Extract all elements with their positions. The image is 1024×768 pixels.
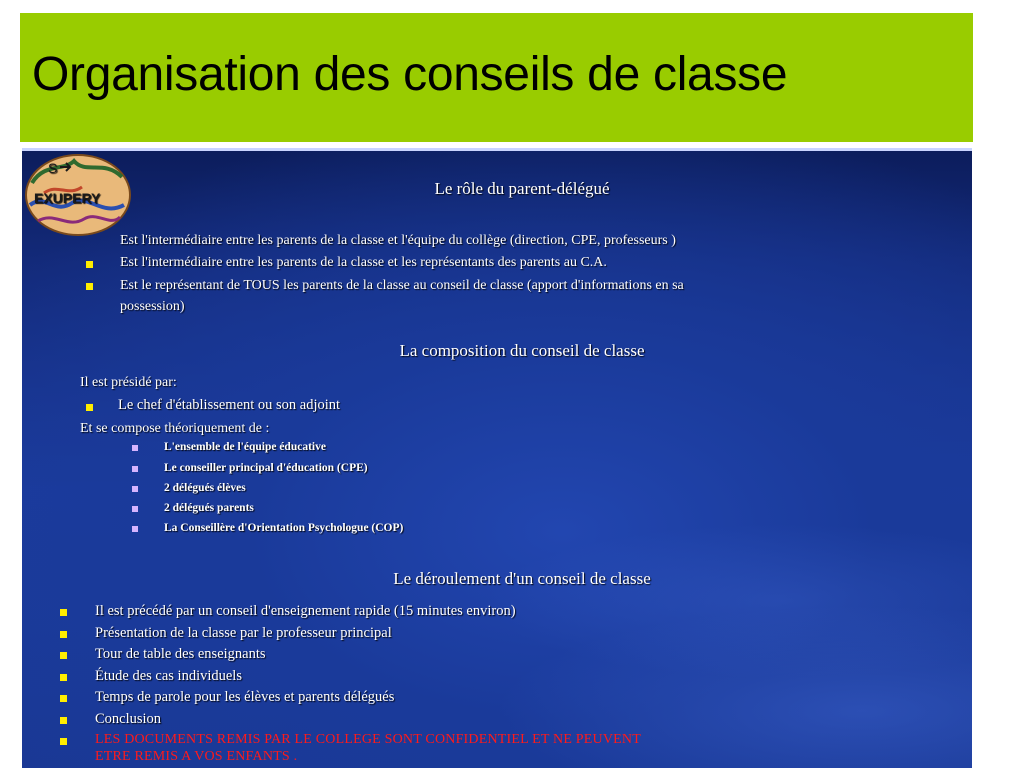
slide-title: Organisation des conseils de classe [32,48,788,101]
member-item-1: L'ensemble de l'équipe éducative [164,441,326,453]
confidential-warning: LES DOCUMENTS REMIS PAR LE COLLEGE SONT CONFIDENTIEL ET NE PEUVENT [95,732,641,747]
bullet-square [60,674,67,681]
bullet-square [60,631,67,638]
confidential-warning-continuation: ETRE REMIS A VOS ENFANTS . [95,749,298,764]
bullet-square [86,261,93,268]
presided-item: Le chef d'établissement ou son adjoint [118,397,341,413]
composition-heading: La composition du conseil de classe [399,341,645,360]
bullet-square [60,652,67,659]
role-item-3: Est le représentant de TOUS les parents de la classe au conseil de classe (apport d'informations en sa [120,278,684,293]
deroulement-item-1: Il est précédé par un conseil d'enseignement rapide (15 minutes environ) [95,603,516,619]
bullet-square [86,283,93,290]
bullet-square [132,466,138,472]
bullet-square [60,738,67,745]
bullet-square [60,609,67,616]
deroulement-item-2: Présentation de la classe par le professeur principal [95,625,392,641]
presided-label: Il est présidé par: [80,375,177,390]
role-item-1: Est l'intermédiaire entre les parents de la classe et l'équipe du collège (direction, CPE, professeurs ) [120,233,676,248]
logo-text: EXUPERY [34,190,101,206]
member-item-4: 2 délégués parents [164,502,254,514]
bullet-square [132,486,138,492]
deroulement-item-5: Temps de parole pour les élèves et parents délégués [95,689,395,705]
title-bar [20,13,973,142]
bullet-square [60,717,67,724]
bullet-square [132,445,138,451]
deroulement-item-3: Tour de table des enseignants [95,646,266,662]
member-item-5: La Conseillère d'Orientation Psychologue (COP) [164,522,404,534]
deroulement-heading: Le déroulement d'un conseil de classe [393,569,651,588]
deroulement-item-4: Étude des cas individuels [95,668,242,684]
bullet-square [132,506,138,512]
bullet-square [86,404,93,411]
role-item-2: Est l'intermédiaire entre les parents de la classe et les représentants des parents au C.A. [120,255,607,270]
bullet-square [132,526,138,532]
content-panel [22,148,972,768]
composed-label: Et se compose théoriquement de : [80,421,270,436]
member-item-3: 2 délégués élèves [164,482,246,494]
svg-text:S: S [48,160,58,176]
deroulement-item-6: Conclusion [95,711,162,727]
role-heading: Le rôle du parent-délégué [434,179,610,198]
member-item-2: Le conseiller principal d'éducation (CPE) [164,462,368,474]
role-item-3-continuation: possession) [120,299,185,314]
bullet-square [60,695,67,702]
